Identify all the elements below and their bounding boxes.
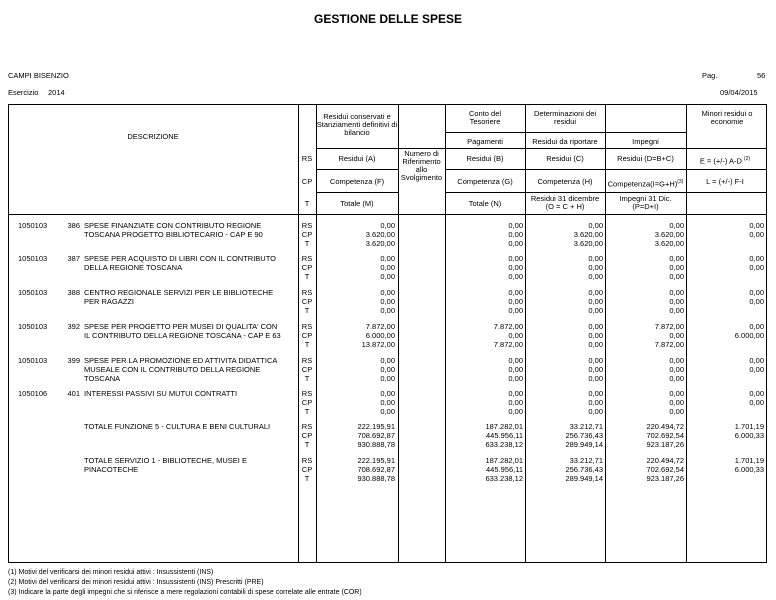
row-flag-t: T: [304, 272, 310, 281]
row-flag-cp: CP: [301, 365, 313, 374]
divider: [445, 169, 767, 170]
row-value-a: 0,00: [380, 374, 395, 383]
row-value-e: 0,00: [749, 398, 764, 407]
row-value-b: 0,00: [508, 407, 523, 416]
row-value-c: 0,00: [588, 297, 603, 306]
row-value-a: 930.888,78: [357, 474, 395, 483]
row-number: 392: [67, 322, 80, 331]
row-value-c: 3.620,00: [573, 230, 603, 239]
row-code: 1050103: [18, 288, 48, 297]
row-value-b: 0,00: [508, 374, 523, 383]
year-value: 2014: [48, 88, 65, 97]
header-l-formula: L = (+/-) F-I: [706, 177, 744, 186]
row-value-e: 6.000,33: [734, 465, 764, 474]
row-value-e: 0,00: [749, 263, 764, 272]
row-value-b: 0,00: [508, 331, 523, 340]
row-value-b: 633.238,12: [485, 474, 523, 483]
divider: [316, 169, 398, 170]
header-totale-n: Totale (N): [468, 199, 502, 208]
row-flag-t: T: [304, 340, 310, 349]
row-value-b: 187.282,01: [485, 456, 523, 465]
row-value-c: 33.212,71: [569, 456, 603, 465]
row-value-d: 702.692,54: [646, 465, 684, 474]
row-value-d: 0,00: [669, 254, 684, 263]
divider: [316, 148, 767, 149]
row-value-c: 3.620,00: [573, 239, 603, 248]
row-value-d: 0,00: [669, 374, 684, 383]
row-value-b: 187.282,01: [485, 422, 523, 431]
header-residui-d: Residui (D=B+C): [617, 154, 674, 163]
row-value-b: 0,00: [508, 221, 523, 230]
row-value-e: 6.000,00: [734, 331, 764, 340]
row-value-e: 0,00: [749, 297, 764, 306]
row-value-c: 0,00: [588, 263, 603, 272]
row-value-a: 708.692,87: [357, 431, 395, 440]
row-description: SPESE PER ACQUISTO DI LIBRI CON IL CONTRIBUTO DELLA REGIONE TOSCANA: [84, 254, 276, 272]
row-value-a: 0,00: [380, 254, 395, 263]
row-flag-rs: RS: [301, 356, 313, 365]
row-flag-cp: CP: [301, 331, 313, 340]
row-value-b: 0,00: [508, 239, 523, 248]
row-value-d: 7.872,00: [654, 340, 684, 349]
row-value-c: 256.736,43: [565, 431, 603, 440]
header-cp: CP: [301, 177, 313, 186]
row-value-a: 13.872,00: [361, 340, 395, 349]
row-value-c: 0,00: [588, 331, 603, 340]
header-residui-a: Residui (A): [338, 154, 376, 163]
row-value-b: 0,00: [508, 297, 523, 306]
row-value-d: 0,00: [669, 356, 684, 365]
row-value-b: 0,00: [508, 365, 523, 374]
row-value-c: 0,00: [588, 322, 603, 331]
row-value-d: 923.187,26: [646, 474, 684, 483]
row-value-e: 0,00: [749, 288, 764, 297]
row-description: SPESE FINANZIATE CON CONTRIBUTO REGIONE TOSCANA PROGETTO BIBLIOTECARIO - CAP E 90: [84, 221, 263, 239]
row-flag-t: T: [304, 374, 310, 383]
row-value-d: 702.692,54: [646, 431, 684, 440]
header-conto-tesoriere: Conto del Tesoriere: [468, 109, 502, 126]
header-totale-m: Totale (M): [340, 199, 374, 208]
row-description: INTERESSI PASSIVI SU MUTUI CONTRATTI: [84, 389, 238, 398]
row-value-d: 220.494,72: [646, 422, 684, 431]
row-flag-rs: RS: [301, 288, 313, 297]
row-value-b: 0,00: [508, 398, 523, 407]
row-flag-t: T: [304, 440, 310, 449]
row-value-e: 0,00: [749, 365, 764, 374]
row-value-d: 923.187,26: [646, 440, 684, 449]
row-value-c: 0,00: [588, 389, 603, 398]
row-value-b: 445.956,11: [486, 431, 523, 440]
row-code: 1050103: [18, 356, 48, 365]
row-value-d: 0,00: [669, 221, 684, 230]
row-value-a: 708.692,87: [357, 465, 395, 474]
row-value-d: 0,00: [669, 398, 684, 407]
divider: [445, 192, 767, 193]
row-value-b: 0,00: [508, 263, 523, 272]
row-description: SPESE PER LA PROMOZIONE ED ATTIVITA DIDATTICA MUSEALE CON IL CONTRIBUTO DELLA REGIONE TOSCANA: [84, 356, 277, 383]
row-number: 388: [67, 288, 80, 297]
row-value-a: 0,00: [380, 272, 395, 281]
row-value-b: 0,00: [508, 254, 523, 263]
row-value-d: 0,00: [669, 365, 684, 374]
row-value-e: 0,00: [749, 230, 764, 239]
row-description: CENTRO REGIONALE SERVIZI PER LE BIBLIOTECHE PER RAGAZZI: [84, 288, 274, 306]
row-value-e: 6.000,33: [734, 431, 764, 440]
row-code: 1050103: [18, 322, 48, 331]
row-value-c: 0,00: [588, 407, 603, 416]
row-value-c: 0,00: [588, 254, 603, 263]
footnote-2: (2) Motivi del verificarsi dei minori residui attivi : Insussistenti (INS) Prescritti (PRE): [8, 579, 264, 586]
i-footnote-ref: (3): [677, 179, 684, 185]
row-value-e: 1.701,19: [734, 456, 764, 465]
row-value-c: 0,00: [588, 374, 603, 383]
header-residui-conservati: Residui conservati e Stanziamenti definitivi di bilancio: [316, 112, 398, 137]
row-value-c: 289.949,14: [565, 474, 603, 483]
row-value-d: 3.620,00: [654, 239, 684, 248]
row-value-b: 7.872,00: [493, 322, 523, 331]
e-footnote-ref: (2): [744, 156, 751, 162]
row-value-d: 0,00: [669, 263, 684, 272]
row-value-b: 0,00: [508, 272, 523, 281]
row-value-d: 0,00: [669, 306, 684, 315]
row-flag-rs: RS: [301, 254, 313, 263]
header-competenza-g: Competenza (G): [457, 177, 513, 186]
row-flag-rs: RS: [301, 422, 313, 431]
row-number: 399: [67, 356, 80, 365]
row-value-d: 0,00: [669, 331, 684, 340]
row-value-a: 222.195,91: [357, 456, 395, 465]
row-flag-cp: CP: [301, 263, 313, 272]
row-value-e: 0,00: [749, 389, 764, 398]
row-flag-t: T: [304, 306, 310, 315]
row-description: TOTALE FUNZIONE 5 - CULTURA E BENI CULTURALI: [84, 422, 271, 431]
header-pagamenti: Pagamenti: [467, 137, 503, 146]
row-value-d: 0,00: [669, 407, 684, 416]
row-flag-t: T: [304, 474, 310, 483]
row-flag-rs: RS: [301, 389, 313, 398]
row-value-d: 7.872,00: [654, 322, 684, 331]
row-value-d: 3.620,00: [654, 230, 684, 239]
row-value-c: 0,00: [588, 365, 603, 374]
header-competenza-f: Competenza (F): [329, 177, 385, 186]
header-t: T: [304, 199, 310, 208]
row-value-a: 0,00: [380, 306, 395, 315]
e-formula-text: E = (+/-) A-D: [699, 156, 742, 166]
row-flag-cp: CP: [301, 297, 313, 306]
row-flag-cp: CP: [301, 431, 313, 440]
row-value-a: 0,00: [380, 356, 395, 365]
row-number: 386: [67, 221, 80, 230]
divider: [8, 214, 767, 215]
row-number: 401: [67, 389, 80, 398]
row-value-d: 0,00: [669, 272, 684, 281]
row-flag-t: T: [304, 239, 310, 248]
row-value-a: 222.195,91: [357, 422, 395, 431]
row-value-b: 7.872,00: [493, 340, 523, 349]
header-descrizione: DESCRIZIONE: [127, 132, 179, 141]
row-value-b: 0,00: [508, 288, 523, 297]
header-impegni-31: Impegni 31 Dic. (P=D+I): [619, 194, 672, 211]
header-residui-da-riportare: Residui da riportare: [532, 137, 598, 146]
row-value-d: 0,00: [669, 297, 684, 306]
row-code: 1050106: [18, 389, 48, 398]
row-value-b: 633.238,12: [485, 440, 523, 449]
row-value-a: 0,00: [380, 365, 395, 374]
row-value-c: 0,00: [588, 221, 603, 230]
row-value-c: 0,00: [588, 306, 603, 315]
row-value-d: 0,00: [669, 288, 684, 297]
row-value-e: 0,00: [749, 254, 764, 263]
row-value-c: 33.212,71: [569, 422, 603, 431]
header-determinazioni: Determinazioni dei residui: [533, 109, 597, 126]
row-number: 387: [67, 254, 80, 263]
row-value-a: 0,00: [380, 297, 395, 306]
row-code: 1050103: [18, 221, 48, 230]
row-value-c: 0,00: [588, 288, 603, 297]
header-rs: RS: [301, 154, 313, 163]
row-description: SPESE PER PROGETTO PER MUSEI DI QUALITA' CON IL CONTRIBUTO DELLA REGIONE TOSCANA - CAP E 63: [84, 322, 281, 340]
row-value-a: 0,00: [380, 398, 395, 407]
row-value-a: 3.620,00: [365, 239, 395, 248]
row-description: TOTALE SERVIZIO 1 - BIBLIOTECHE, MUSEI E PINACOTECHE: [84, 456, 247, 474]
header-e-formula: [686, 155, 764, 166]
row-value-a: 3.620,00: [365, 230, 395, 239]
competenza-i-text: Competenza(I=G+H): [607, 179, 678, 189]
row-value-e: 1.701,19: [734, 422, 764, 431]
row-value-b: 0,00: [508, 306, 523, 315]
row-value-c: 256.736,43: [565, 465, 603, 474]
row-value-a: 7.872,00: [365, 322, 395, 331]
row-value-d: 0,00: [669, 389, 684, 398]
row-value-a: 0,00: [380, 221, 395, 230]
row-value-a: 0,00: [380, 389, 395, 398]
row-flag-rs: RS: [301, 322, 313, 331]
entity-name: CAMPI BISENZIO: [8, 71, 69, 80]
row-value-a: 0,00: [380, 407, 395, 416]
row-value-b: 445.956,11: [486, 465, 523, 474]
row-value-c: 289.949,14: [565, 440, 603, 449]
row-value-a: 0,00: [380, 263, 395, 272]
row-value-e: 0,00: [749, 356, 764, 365]
row-value-c: 0,00: [588, 398, 603, 407]
row-value-b: 0,00: [508, 389, 523, 398]
header-residui-b: Residui (B): [466, 154, 504, 163]
row-value-d: 220.494,72: [646, 456, 684, 465]
divider: [316, 192, 398, 193]
row-value-a: 0,00: [380, 288, 395, 297]
row-value-b: 0,00: [508, 356, 523, 365]
divider: [445, 132, 686, 133]
page-title: GESTIONE DELLE SPESE: [313, 12, 463, 26]
header-competenza-i: [605, 178, 686, 189]
header-numero-riferimento: Numero di Riferimento allo Svolgimento: [400, 149, 443, 182]
row-flag-cp: CP: [301, 230, 313, 239]
row-value-c: 0,00: [588, 340, 603, 349]
row-value-e: 0,00: [749, 322, 764, 331]
page-label: Pag.: [702, 71, 718, 80]
footnote-1: (1) Motivi del verificarsi dei minori residui attivi : Insussistenti (INS): [8, 569, 214, 576]
row-value-a: 6.000,00: [365, 331, 395, 340]
print-date: 09/04/2015: [720, 88, 758, 97]
row-value-b: 0,00: [508, 230, 523, 239]
row-value-c: 0,00: [588, 356, 603, 365]
header-competenza-h: Competenza (H): [537, 177, 593, 186]
row-value-a: 930.888,78: [357, 440, 395, 449]
footnote-3: (3) Indicare la parte degli impegni che si riferisce a mere regolazioni contabili di spese correlate alle entrate (COR): [8, 589, 362, 596]
header-minori-residui: Minori residui o economie: [701, 109, 753, 126]
row-flag-rs: RS: [301, 456, 313, 465]
page-number: 56: [757, 71, 766, 80]
row-flag-rs: RS: [301, 221, 313, 230]
row-flag-cp: CP: [301, 398, 313, 407]
header-residui-31: Residui 31 dicembre (O = C + H): [530, 194, 600, 211]
header-impegni: Impegni: [632, 137, 659, 146]
year-label: Esercizio: [8, 88, 39, 97]
row-flag-t: T: [304, 407, 310, 416]
row-value-c: 0,00: [588, 272, 603, 281]
row-flag-cp: CP: [301, 465, 313, 474]
row-value-e: 0,00: [749, 221, 764, 230]
row-code: 1050103: [18, 254, 48, 263]
header-residui-c: Residui (C): [546, 154, 584, 163]
